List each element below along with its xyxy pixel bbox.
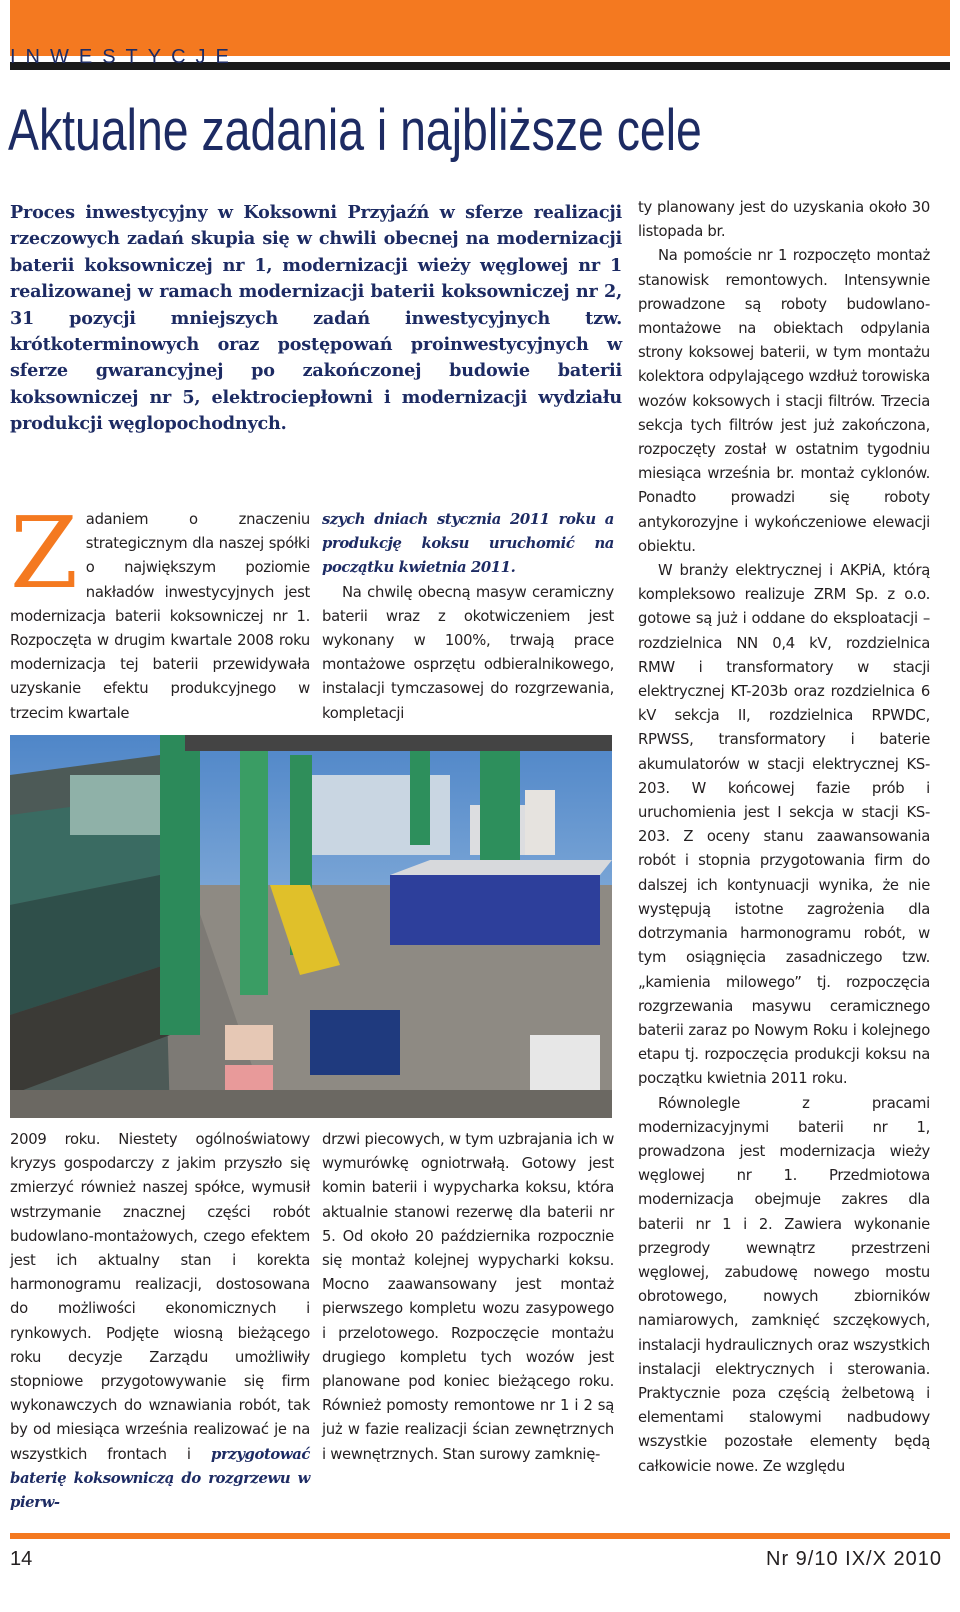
article-photo	[10, 735, 612, 1118]
column-1-bottom-text: 2009 roku. Niestety ogólnoświatowy kryzys gospodarczy z jakim przyszło się zmierzyć również naszej spółce, wymusił wstrzymanie znacznej części robót budowlano-montażowych, czego efektem jest ich aktualny stan i korekta harmonogramu realizacji, dostosowana do możliwości ekonomicznych i rynkowych. Podjęte wiosną bieżącego roku decyzje Zarządu umożliwiły stopniowe przygotowywanie się firm wykonawczych do wznawiania robót, tak by od miesiąca września realizować je na wszystkich frontach i	[10, 1131, 310, 1463]
column-3-paragraph-4: Równolegle z pracami modernizacyjnymi baterii nr 1, prowadzona jest modernizacja wieży węglowej nr 1. Przedmiotowa modernizacja obejmuje zakres dla baterii nr 1 i 2. Zawiera wykonanie przegrody wewnątrz przestrzeni węglowej, zabudowę nowego mostu obrotowego, nowych zbiorników namiarowych, zamknięć szczękowych, instalacji hydraulicznych oraz wszystkich instalacji elektrycznych i sterowania. Praktycznie poza częścią żelbetową i elementami stalowymi nadbudowy wszystkie pozostałe elementy będą całkowicie nowe. Ze względu	[638, 1094, 930, 1475]
column-3-paragraph-2: Na pomoście nr 1 rozpoczęto montaż stanowisk remontowych. Intensywnie prowadzone są roboty budowlano-montażowe na obiektach odpylania strony koksowej baterii, w tym montażu kolektora odpylającego wzdłuż torowiska wozów koksowych i stacji filtrów. Trzecia sekcja tych filtrów jest już zakończona, rozpoczęty został w ostatnim tygodniu miesiąca września br. montaż cyklonów. Ponadto prowadzi się roboty antykorozyjne i wykończeniowe elewacji obiektu.	[638, 247, 930, 555]
column-2-top-text: Na chwilę obecną masyw ceramiczny baterii wraz z okotwiczeniem jest wykonany w 100%, trwają prace montażowe osprzętu odbieralnikowego, instalacji tymczasowej do rozgrzewania, kompletacji	[322, 583, 614, 722]
article-column-2-top	[322, 508, 614, 726]
article-column-2-bottom	[322, 1128, 614, 1467]
coke-plant-construction-photo	[10, 735, 612, 1118]
column-3-paragraph-1: ty planowany jest do uzyskania około 30 listopada br.	[638, 199, 930, 241]
drop-cap: Z	[10, 497, 78, 611]
article-column-3	[638, 196, 930, 1479]
column-2-emphasis: szych dniach stycznia 2011 roku a produkcję koksu uruchomić na początku kwietnia 2011.	[322, 511, 614, 577]
page-number: 14	[10, 1548, 33, 1570]
section-label: INWESTYCJE	[10, 46, 239, 68]
issue-number: Nr 9/10 IX/X 2010	[766, 1548, 942, 1570]
column-1-emphasis: przygotować baterię koksowniczą do rozgrzewu w pierw-	[10, 1445, 311, 1512]
article-column-1-top	[10, 497, 310, 726]
article-lead: Proces inwestycyjny w Koksowni Przyjaźń w sferze realizacji rzeczowych zadań skupia się w chwili obecnej na modernizacji baterii koksowniczej nr 1, modernizacji wieży węglowej nr 1 realizowanej w ramach modernizacji baterii koksowniczej nr 2, 31 pozycji mniejszych zadań inwestycyjnych tzw. krótkoterminowych oraz postępowań proinwestycyjnych w sferze gwarancyjnej po zakończonej budowie baterii koksowniczej nr 5, elektrociepłowni i modernizacji wydziału produkcji węglopochodnych.	[10, 202, 622, 435]
column-1-top-text: adaniem o znaczeniu strategicznym dla naszej spółki o największym poziomie nakładów inwestycyjnych jest modernizacja baterii koksowniczej nr 1. Rozpoczęta w drugim kwartale 2008 roku modernizacja tej baterii przewidywała uzyskanie efektu produkcyjnego w trzecim kwartale	[10, 511, 310, 722]
column-3-paragraph-3: W branży elektrycznej i AKPiA, którą kompleksowo realizuje ZRM Sp. z o.o. gotowe są już i oddane do eksploatacji – rozdzielnica NN 0,4 kV, rozdzielnica RMW i transformatory w stacji elektrycznej KT-203b oraz rozdzielnica 6 kV sekcja II, rozdzielnica RPWDC, RPWSS, transformatory i baterie akumulatorów w stacji elektrycznej KS-203. W końcowej fazie prób i uruchomienia jest I sekcja w stacji KS-203. Z oceny stanu zaawansowania robót i stopnia przygotowania firm do dalszej ich kontynuacji wynika, że nie występują istotne zagrożenia dla dotrzymania harmonogramu robót, w tym osiągnięcia zasadniczego tzw. „kamienia milowego” tj. rozpoczęcia rozgrzewania masywu ceramicznego baterii zaraz po Nowym Roku i kolejnego etapu tj. rozpoczęcia produkcji koksu na początku kwietnia 2011 roku.	[638, 562, 930, 1088]
page-title: Aktualne zadania i najbliższe cele	[8, 98, 702, 163]
column-2-bottom-text: drzwi piecowych, w tym uzbrajania ich w wymurówkę ogniotrwałą. Gotowy jest komin baterii i wypycharka koksu, która aktualnie stanowi rezerwę dla baterii nr 5. Od około 20 października rozpocznie się montaż kolejnej wypycharki koksu. Mocno zaawansowany jest montaż pierwszego kompletu wozu zasypowego i przelotowego. Rozpoczęcie montażu drugiego kompletu tych wozów jest planowane pod koniec bieżącego roku. Również pomosty remontowe nr 1 i 2 są już w fazie realizacji ścian zewnętrznych i wewnętrznych. Stan surowy zamknię-	[322, 1131, 614, 1463]
article-column-1-bottom	[10, 1128, 310, 1515]
footer-orange-rule	[10, 1533, 950, 1539]
